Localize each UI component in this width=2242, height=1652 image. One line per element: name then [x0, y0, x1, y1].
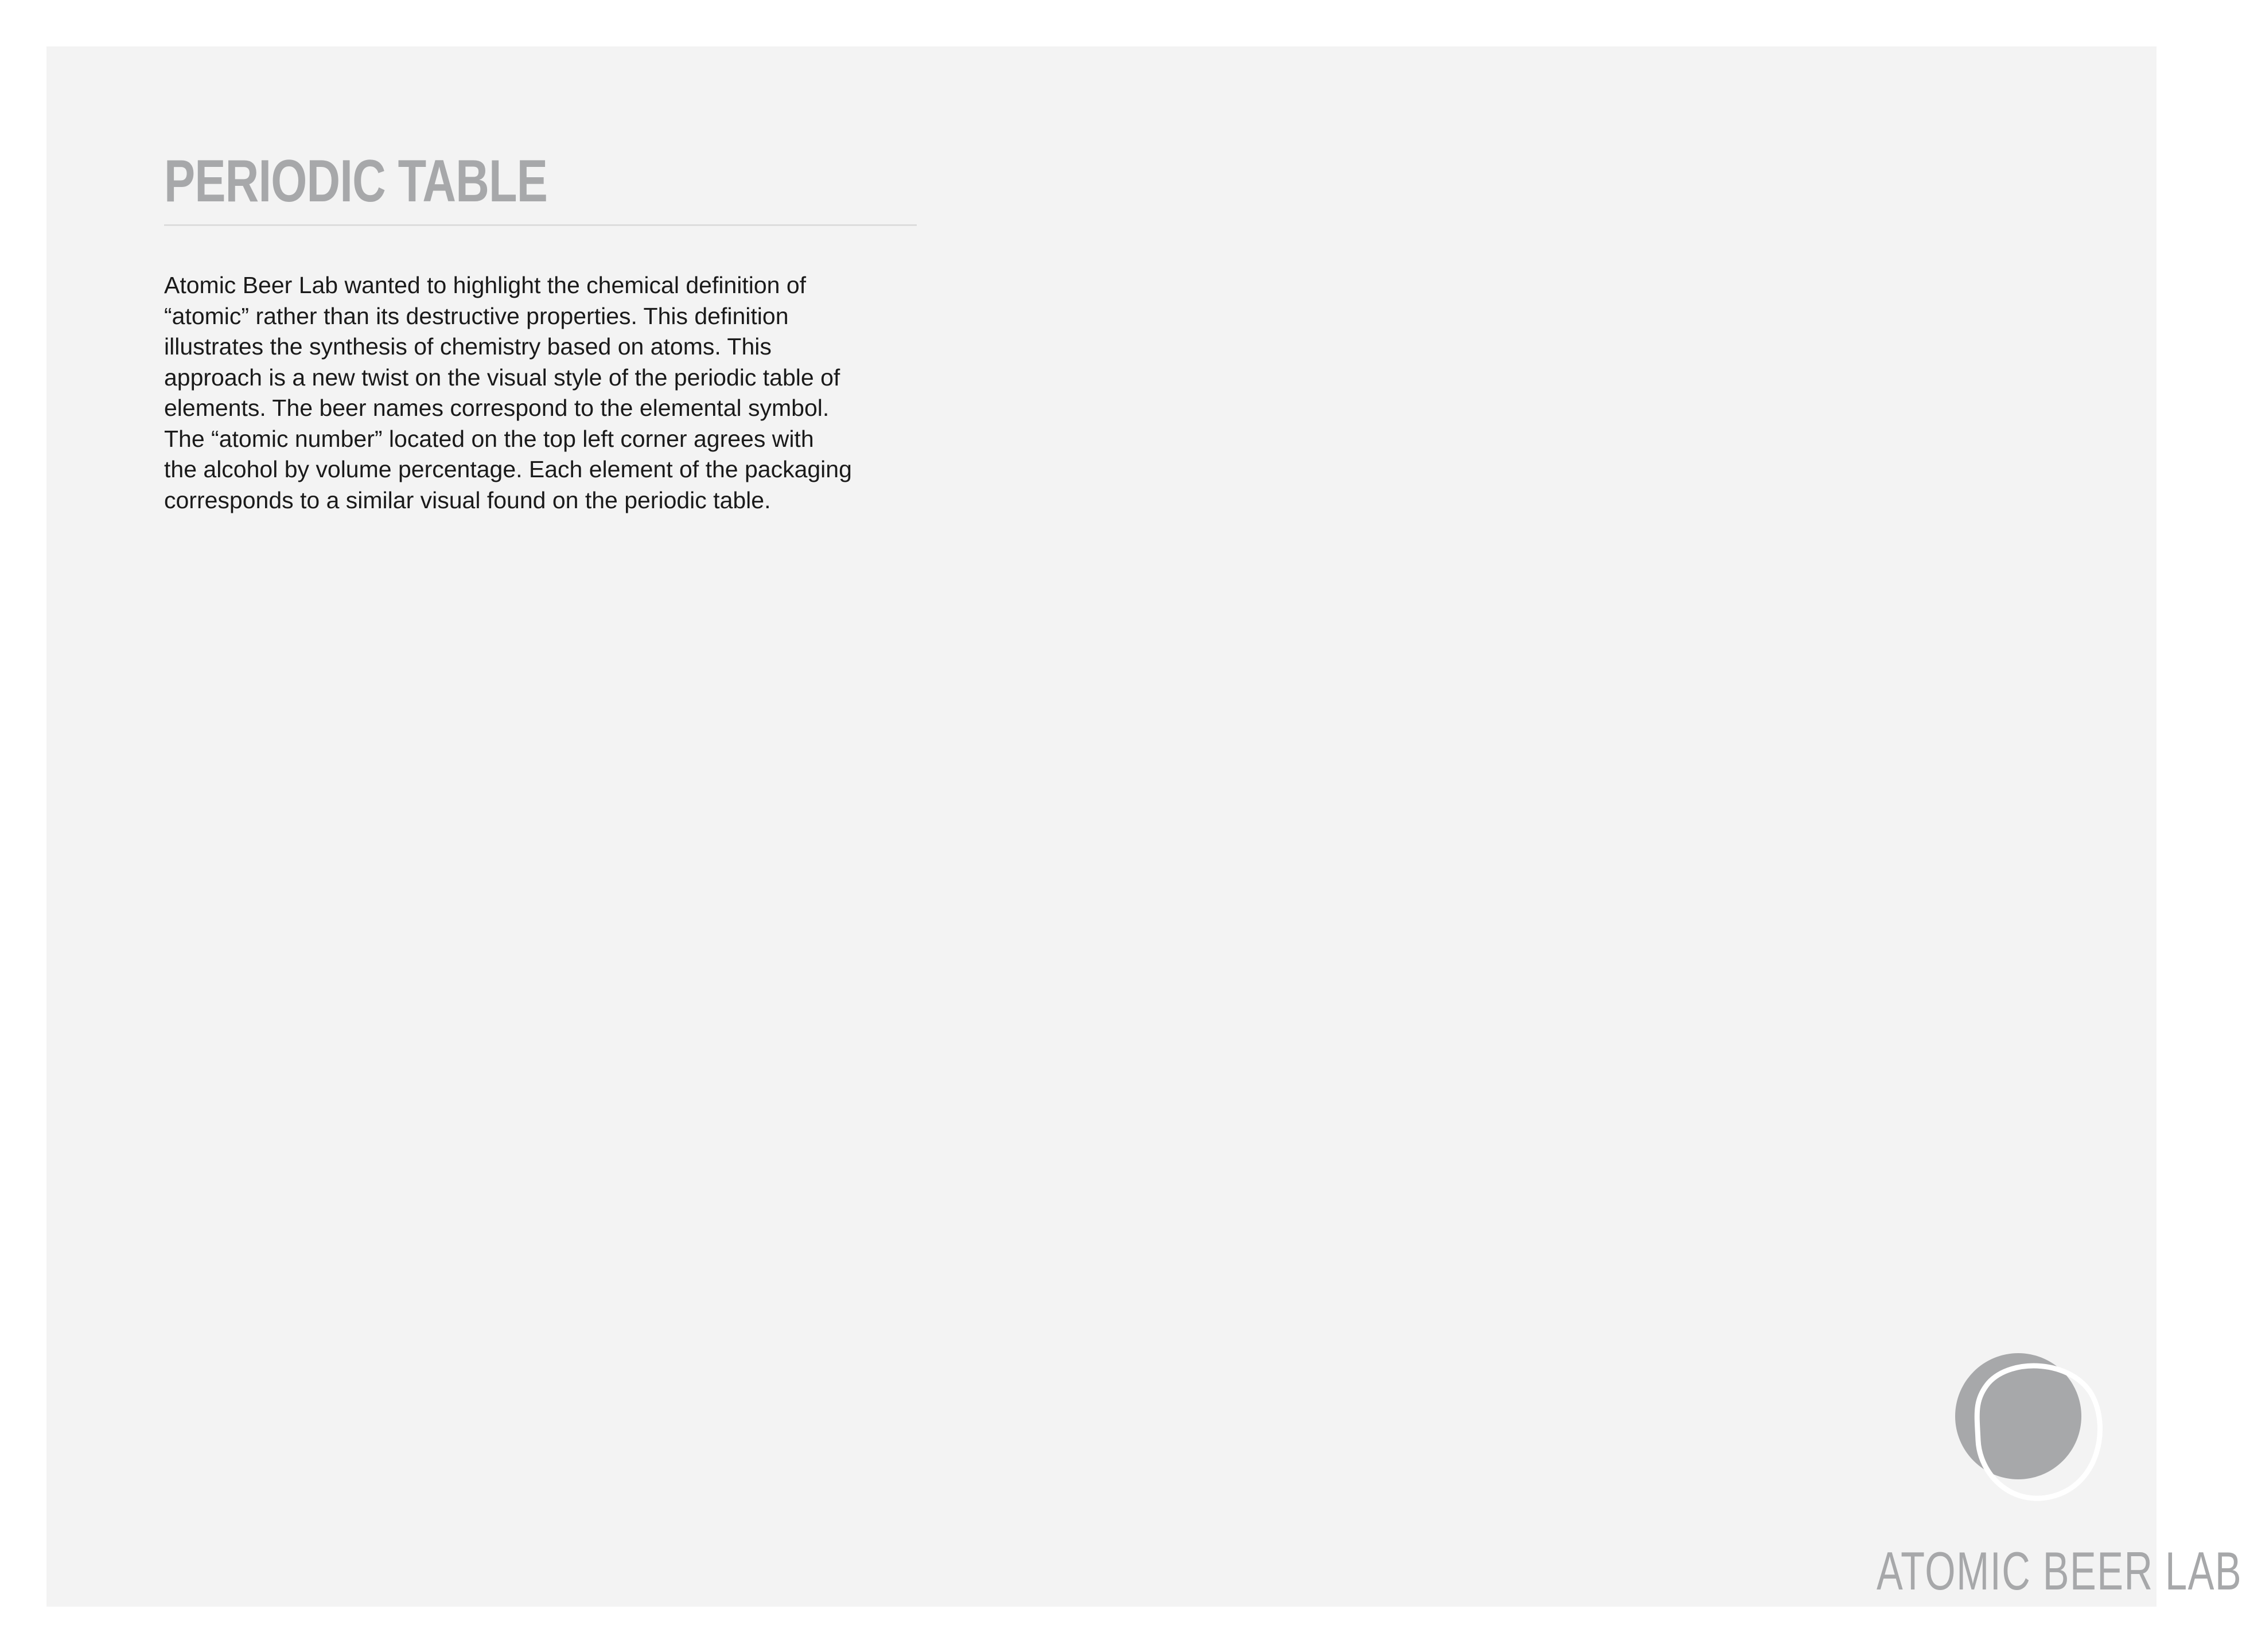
- title-divider: [164, 224, 917, 226]
- page-panel: [46, 46, 2242, 1607]
- logo-wordmark: ATOMIC BEER LAB: [1877, 1541, 2242, 1601]
- description-line: the alcohol by volume percentage. Each element of the packaging: [164, 456, 852, 482]
- description-line: Atomic Beer Lab wanted to highlight the chemical definition of: [164, 272, 807, 298]
- atom-circle-logo-icon: [1948, 1349, 2120, 1521]
- description-paragraph: [164, 270, 933, 516]
- description-line: The “atomic number” located on the top left corner agrees with: [164, 425, 814, 452]
- page-title: PERIODIC TABLE: [164, 148, 548, 215]
- description-line: corresponds to a similar visual found on the periodic table.: [164, 486, 771, 513]
- description-line: illustrates the synthesis of chemistry based on atoms. This: [164, 333, 772, 360]
- description-line: “atomic” rather than its destructive properties. This definition: [164, 302, 789, 329]
- description-line: elements. The beer names correspond to the elemental symbol.: [164, 395, 830, 421]
- brand-logo: [1825, 1349, 2242, 1635]
- description-line: approach is a new twist on the visual style of the periodic table of: [164, 364, 840, 391]
